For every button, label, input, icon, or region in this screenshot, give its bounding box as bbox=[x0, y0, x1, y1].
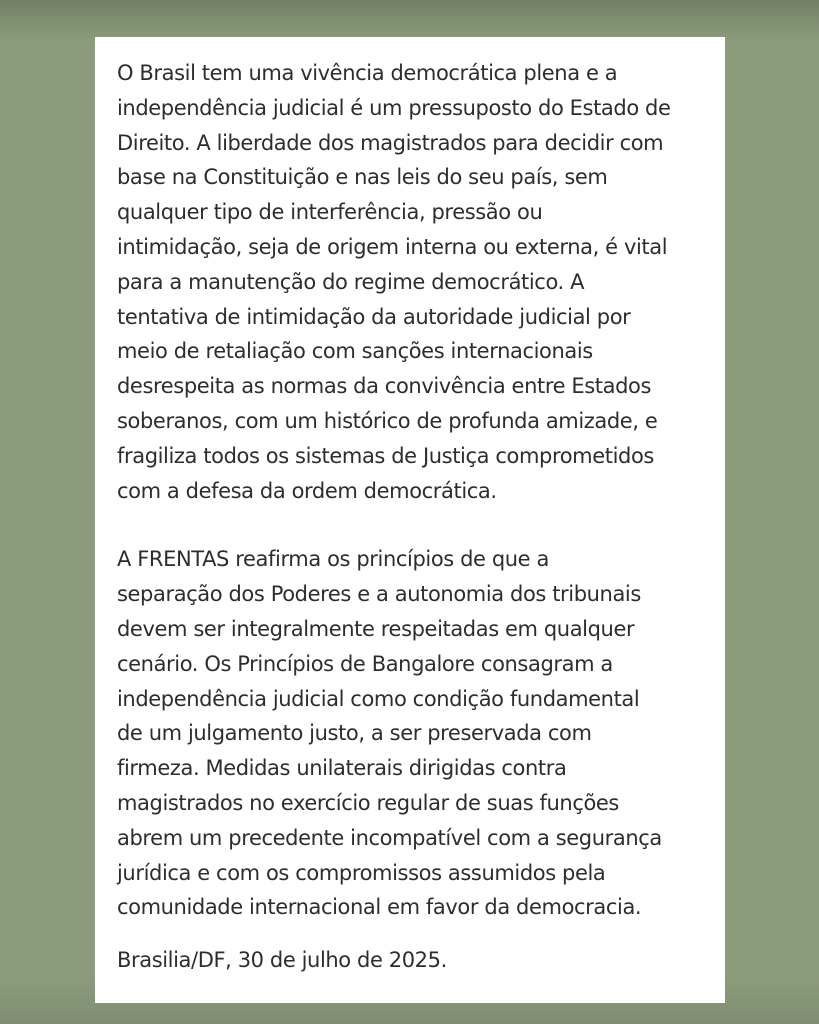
paragraph-line: com a defesa da ordem democrática. bbox=[117, 478, 497, 503]
date-signature: Brasilia/DF, 30 de julho de 2025. bbox=[117, 948, 447, 973]
paragraph-line: jurídica e com os compromissos assumidos pela bbox=[117, 860, 606, 885]
paragraph-line: de um julgamento justo, a ser preservada com bbox=[117, 721, 592, 746]
paragraph-line: A FRENTAS reafirma os princípios de que a bbox=[117, 547, 549, 572]
paragraph-line: cenário. Os Princípios de Bangalore consagram a bbox=[117, 651, 613, 676]
paragraph-2 bbox=[117, 542, 709, 925]
paragraph-line: tentativa de intimidação da autoridade judicial por bbox=[117, 304, 631, 329]
paragraph-line: comunidade internacional em favor da democracia. bbox=[117, 895, 642, 920]
paragraph-spacer bbox=[117, 508, 709, 542]
paragraph-line: independência judicial é um pressuposto do Estado de bbox=[117, 95, 671, 120]
paragraph-line: desrespeita as normas da convivência entre Estados bbox=[117, 374, 652, 399]
paragraph-line: base na Constituição e nas leis do seu país, sem bbox=[117, 165, 608, 190]
paragraph-line: firmeza. Medidas unilaterais dirigidas contra bbox=[117, 756, 567, 781]
paragraph-line: fragiliza todos os sistemas de Justiça comprometidos bbox=[117, 443, 654, 468]
paragraph-line: intimidação, seja de origem interna ou externa, é vital bbox=[117, 234, 668, 259]
paragraph-line: soberanos, com um histórico de profunda amizade, e bbox=[117, 408, 658, 433]
paragraph-spacer bbox=[117, 925, 709, 939]
paragraph-line: qualquer tipo de interferência, pressão ou bbox=[117, 200, 543, 225]
paragraph-line: Direito. A liberdade dos magistrados para decidir com bbox=[117, 130, 664, 155]
paragraph-line: devem ser integralmente respeitadas em qualquer bbox=[117, 616, 635, 641]
paragraph-line: meio de retaliação com sanções internacionais bbox=[117, 339, 593, 364]
paragraph-line: O Brasil tem uma vivência democrática plena e a bbox=[117, 61, 618, 85]
paragraph-line: separação dos Poderes e a autonomia dos tribunais bbox=[117, 582, 641, 607]
paragraph-line: para a manutenção do regime democrático. A bbox=[117, 269, 585, 294]
paragraph-1 bbox=[117, 56, 709, 508]
paragraph-line: independência judicial como condição fundamental bbox=[117, 686, 640, 711]
paragraph-line: abrem um precedente incompatível com a segurança bbox=[117, 825, 662, 850]
statement-card bbox=[95, 37, 725, 1003]
paragraph-line: magistrados no exercício regular de suas funções bbox=[117, 790, 619, 815]
